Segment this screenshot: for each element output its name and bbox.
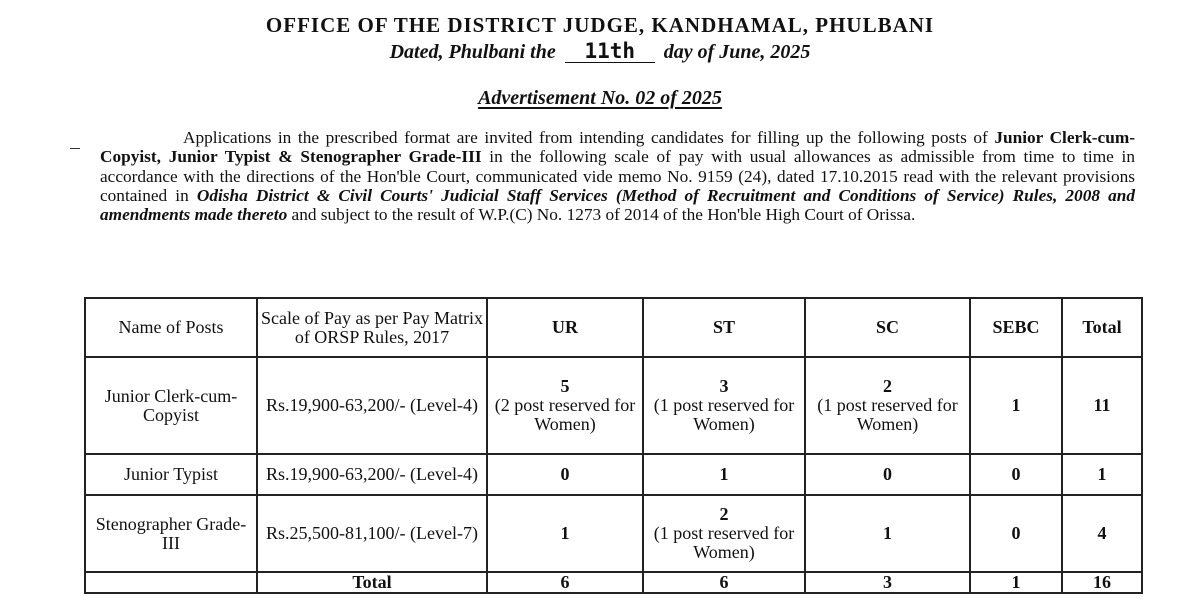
header-st: ST [643, 298, 805, 357]
advertisement-number-text: Advertisement No. 02 of 2025 [478, 87, 722, 109]
cell-sebc: 1 [970, 357, 1062, 454]
header-ur: UR [487, 298, 643, 357]
cell-total-ur: 6 [487, 572, 643, 593]
cell-total: 4 [1062, 495, 1142, 572]
dated-suffix: day of June, 2025 [663, 41, 811, 63]
paragraph-text-2: in the following scale of pay with usual allowances as admissible from time to time in accordance with the directions of the Hon'ble Court, communicated vide memo No. 9159 (24), dated 17.10.2015 read with the relevant provisions contained in [100, 147, 1135, 205]
table-row [85, 357, 1142, 454]
st-note: (1 post reserved for Women) [653, 523, 795, 562]
table-totals-row [85, 572, 1142, 593]
header-sebc: SEBC [970, 298, 1062, 357]
cell-ur: 1 [487, 495, 643, 572]
paragraph-text-1: Applications in the prescribed format are invited from intending candidates for filling up the following posts of [183, 128, 995, 147]
office-title: OFFICE OF THE DISTRICT JUDGE, KANDHAMAL, PHULBANI [265, 13, 935, 37]
cell-post-name: Junior Clerk-cum-Copyist [85, 357, 257, 454]
header-scale-of-pay: Scale of Pay as per Pay Matrix of ORSP Rules, 2017 [257, 298, 487, 357]
cell-total-blank [85, 572, 257, 593]
advertisement-number [0, 86, 1200, 110]
cell-scale-of-pay: Rs.19,900-63,200/- (Level-4) [257, 357, 487, 454]
st-note: (1 post reserved for Women) [653, 395, 795, 434]
cell-total: 1 [1062, 454, 1142, 495]
posts-table [84, 297, 1143, 594]
paragraph-text-3: and subject to the result of W.P.(C) No. 1273 of 2014 of the Hon'ble High Court of Orissa. [287, 205, 916, 225]
st-count: 2 [719, 504, 729, 524]
sc-note: (1 post reserved for Women) [817, 395, 958, 434]
cell-post-name: Junior Typist [85, 454, 257, 495]
body-paragraph [100, 128, 1135, 224]
cell-st [643, 495, 805, 572]
cell-total-sc: 3 [805, 572, 970, 593]
paragraph-posts-bold: Junior Clerk-cum-Copyist, Junior Typist & Stenographer Grade-III [100, 128, 1135, 167]
cell-scale-of-pay: Rs.25,500-81,100/- (Level-7) [257, 495, 487, 572]
header-sc: SC [805, 298, 970, 357]
cell-sebc: 0 [970, 495, 1062, 572]
header-name-of-posts: Name of Posts [85, 298, 257, 357]
cell-total-st: 6 [643, 572, 805, 593]
dated-prefix: Dated, Phulbani the [389, 41, 556, 63]
cell-sc: 0 [805, 454, 970, 495]
cell-st: 1 [643, 454, 805, 495]
document-header [0, 12, 1200, 65]
dated-line [0, 39, 1200, 65]
cell-post-name: Stenographer Grade-III [85, 495, 257, 572]
cell-total-sebc: 1 [970, 572, 1062, 593]
table-row [85, 495, 1142, 572]
cell-ur [487, 357, 643, 454]
st-count: 3 [719, 376, 729, 396]
paragraph-rules-bold-italic: Odisha District & Civil Courts' Judicial Staff Services (Method of Recruitment and Conditions of Service) Rules, 2008 and amendments made thereto [100, 185, 1135, 225]
sc-count: 2 [883, 376, 892, 396]
dated-day: 11th [565, 41, 655, 63]
header-total: Total [1062, 298, 1142, 357]
ur-note: (2 post reserved for Women) [494, 395, 636, 434]
cell-scale-of-pay: Rs.19,900-63,200/- (Level-4) [257, 454, 487, 495]
cell-st [643, 357, 805, 454]
table-header-row [85, 298, 1142, 357]
cell-sc [805, 357, 970, 454]
cell-sc: 1 [805, 495, 970, 572]
table-row [85, 454, 1142, 495]
cell-sebc: 0 [970, 454, 1062, 495]
cell-total: 11 [1062, 357, 1142, 454]
cell-ur: 0 [487, 454, 643, 495]
cell-total-label: Total [257, 572, 487, 593]
ur-count: 5 [560, 376, 570, 396]
cell-grand-total: 16 [1062, 572, 1142, 593]
margin-dash [70, 148, 80, 149]
